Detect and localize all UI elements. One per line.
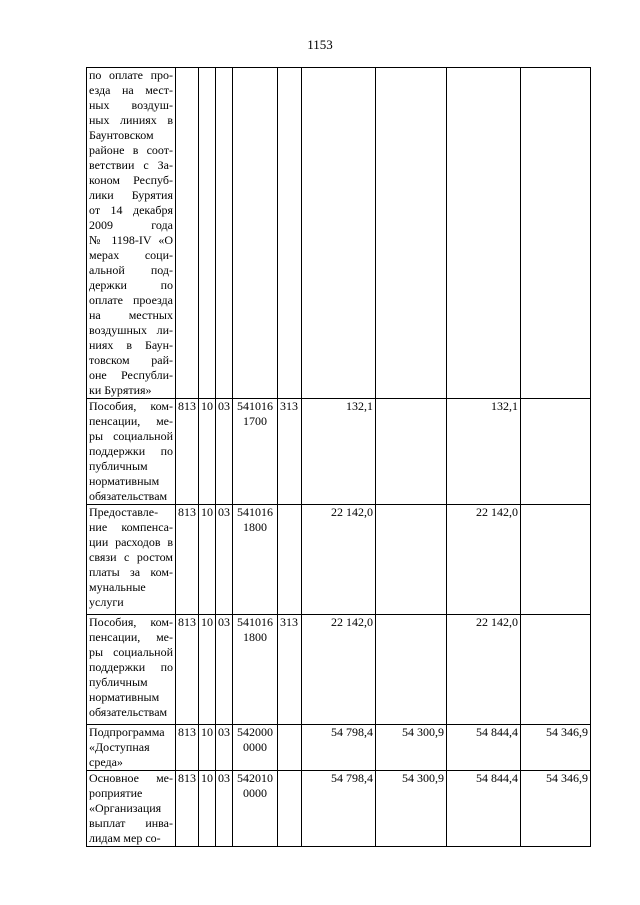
amount-col-4 [521,399,591,505]
amount-col-1 [302,68,376,399]
row-description [87,725,176,771]
description-line: по оплате про- [89,68,173,82]
target-article-part: 542010 [237,771,273,785]
target-article-part: 1800 [243,520,267,534]
description-line: мунальные [89,580,146,594]
description-line: публичным [89,675,148,689]
expense-type-code: 313 [278,615,302,725]
section-code [199,68,216,399]
section-code: 10 [199,771,216,847]
subsection-code [216,68,233,399]
description-line: «Доступная [89,740,150,754]
description-line: районе в соот- [89,143,173,157]
target-article-code [233,615,278,725]
row-description [87,399,176,505]
target-article-code [233,505,278,615]
ministry-code: 813 [176,399,199,505]
description-line: публичным [89,459,148,473]
amount-col-4 [521,505,591,615]
description-line: от 14 декабря [89,203,173,217]
description-line: ных воздуш- [89,98,173,112]
description-line: связи с ростом [89,550,173,564]
description-line: Пособия, ком- [89,399,173,413]
description-line: лидам мер со- [89,831,161,845]
amount-col-2: 54 300,9 [376,725,447,771]
amount-col-2 [376,505,447,615]
description-line: альной под- [89,263,173,277]
description-line: оплате проезда [89,293,173,307]
description-line: товском рай- [89,353,173,367]
target-article-part: 541016 [237,399,273,413]
target-article-code [233,68,278,399]
description-line: нормативным [89,690,160,704]
budget-table [86,67,591,847]
amount-col-1: 132,1 [302,399,376,505]
row-description [87,771,176,847]
section-code: 10 [199,725,216,771]
ministry-code [176,68,199,399]
description-line: ных линиях в [89,113,173,127]
amount-col-1: 22 142,0 [302,505,376,615]
row-description [87,68,176,399]
page-number: 1153 [307,37,333,52]
description-line: обязательствам [89,705,168,719]
target-article-code [233,725,278,771]
subsection-code: 03 [216,399,233,505]
table-row [87,399,591,505]
expense-type-code [278,505,302,615]
description-line: «Организация [89,801,162,815]
amount-col-3: 22 142,0 [447,505,521,615]
amount-col-3 [447,68,521,399]
description-line: ки Бурятия» [89,383,152,397]
target-article-part: 0000 [243,740,267,754]
amount-col-4 [521,68,591,399]
subsection-code: 03 [216,615,233,725]
expense-type-code: 313 [278,399,302,505]
description-line: ры социальной [89,645,173,659]
description-line: оне Республи- [89,368,173,382]
ministry-code: 813 [176,505,199,615]
amount-col-2: 54 300,9 [376,771,447,847]
description-line: лики Бурятия [89,188,173,202]
amount-col-1: 22 142,0 [302,615,376,725]
row-description [87,615,176,725]
description-line: № 1198-IV «О [89,233,173,247]
target-article-part: 542000 [237,725,273,739]
expense-type-code [278,68,302,399]
description-line: 2009 года [89,218,173,232]
description-line: обязательствам [89,489,168,503]
description-line: воздушных ли- [89,323,173,337]
ministry-code: 813 [176,725,199,771]
amount-col-4: 54 346,9 [521,725,591,771]
subsection-code: 03 [216,725,233,771]
description-line: поддержки по [89,660,173,674]
description-line: услуги [89,595,124,609]
target-article-code [233,771,278,847]
amount-col-4 [521,615,591,725]
target-article-part: 541016 [237,505,273,519]
table-row [87,771,591,847]
description-line: поддержки по [89,444,173,458]
amount-col-1: 54 798,4 [302,771,376,847]
description-line: мерах соци- [89,248,173,262]
description-line: ниях в Баун- [89,338,173,352]
table-row [87,68,591,399]
expense-type-code [278,771,302,847]
amount-col-3: 54 844,4 [447,771,521,847]
expense-type-code [278,725,302,771]
table-row [87,615,591,725]
description-line: пенсации, ме- [89,630,173,644]
amount-col-3: 54 844,4 [447,725,521,771]
description-line: Баунтовском [89,128,154,142]
ministry-code: 813 [176,615,199,725]
description-line: ние компенса- [89,520,173,534]
description-line: держки по [89,278,173,292]
target-article-part: 0000 [243,786,267,800]
target-article-part: 1700 [243,414,267,428]
table-row [87,505,591,615]
target-article-part: 541016 [237,615,273,629]
section-code: 10 [199,505,216,615]
description-line: коном Респуб- [89,173,173,187]
description-line: Пособия, ком- [89,615,173,629]
row-description [87,505,176,615]
description-line: Предоставле- [89,505,159,519]
description-line: пенсации, ме- [89,414,173,428]
description-line: платы за ком- [89,565,173,579]
amount-col-2 [376,615,447,725]
amount-col-2 [376,399,447,505]
section-code: 10 [199,615,216,725]
description-line: нормативным [89,474,160,488]
description-line: езда на мест- [89,83,173,97]
target-article-part: 1800 [243,630,267,644]
amount-col-3: 22 142,0 [447,615,521,725]
description-line: ции расходов в [89,535,173,549]
section-code: 10 [199,399,216,505]
subsection-code: 03 [216,505,233,615]
description-line: ветствии с За- [89,158,173,172]
amount-col-3: 132,1 [447,399,521,505]
table-row [87,725,591,771]
description-line: на местных [89,308,173,322]
amount-col-4: 54 346,9 [521,771,591,847]
amount-col-1: 54 798,4 [302,725,376,771]
description-line: Подпрограмма [89,725,165,739]
subsection-code: 03 [216,771,233,847]
description-line: Основное ме- [89,771,173,785]
description-line: выплат инва- [89,816,173,830]
target-article-code [233,399,278,505]
description-line: среда» [89,755,123,769]
ministry-code: 813 [176,771,199,847]
description-line: роприятие [89,786,143,800]
amount-col-2 [376,68,447,399]
description-line: ры социальной [89,429,173,443]
